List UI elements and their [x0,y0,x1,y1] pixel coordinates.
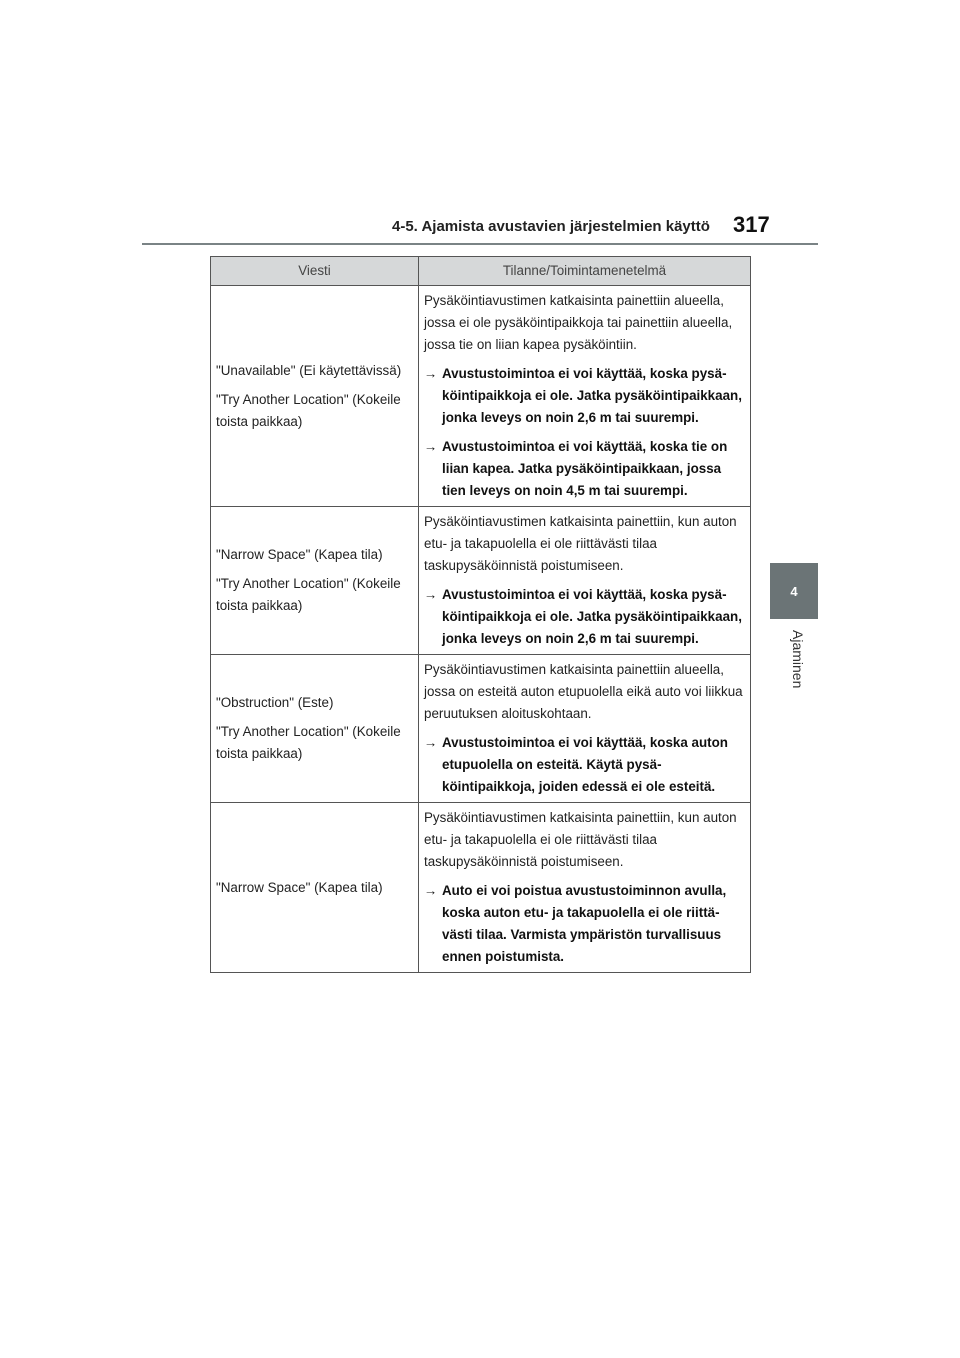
message-text: "Narrow Space" (Kapea tila) [216,879,383,895]
situation-text: Pysäköintiavustimen katkaisinta painettiin alueella, jossa on esteitä auton etupuolella eikä auto voi liikkua peruutuksen aloituskohtaan. [424,662,743,721]
table-row [211,803,751,973]
message-cell [211,655,419,803]
situation-text: Pysäköintiavustimen katkaisinta painettiin, kun auton etu- ja takapuolella ei ole riittävästi tilaa taskupysäköinnistä poistumiseen. [424,514,737,573]
header-title: 4-5. Ajamista avustavien järjestelmien käyttö [392,218,710,235]
table-row [211,507,751,655]
action-text: Avustustoimintoa ei voi käyttää, koska pysäköintipaikkoja ei ole. Jatka pysäköintipaikkaan, jonka leveys on noin 2,6 m tai suurempi. [442,366,742,425]
action-item [424,732,745,798]
table-row [211,286,751,507]
action-text: Avustustoimintoa ei voi käyttää, koska tie on liian kapea. Jatka pysäköintipaikkaan, jossa tien leveys on noin 4,5 m tai suurempi. [442,439,728,498]
message-cell [211,803,419,973]
action-item [424,584,745,650]
header-rule [142,243,818,245]
action-item [424,436,745,502]
message-table [210,256,751,973]
message-cell [211,286,419,507]
message-text: "Try Another Location" (Kokeile toista paikkaa) [216,391,401,429]
chapter-label: Ajaminen [790,630,806,689]
table-header-row [211,257,751,286]
message-text: "Try Another Location" (Kokeile toista paikkaa) [216,576,401,613]
column-header-message: Viesti [211,257,419,286]
situation-cell [419,655,751,803]
message-cell [211,507,419,655]
chapter-tab: 4 [770,563,818,619]
action-text: Avustustoimintoa ei voi käyttää, koska auton etupuolella on esteitä. Käytä pysäköintipaikkoja, joiden edessä ei ole esteitä. [442,735,728,794]
action-item [424,880,745,968]
action-text: Auto ei voi poistua avustustoiminnon avulla, koska auton etu- ja takapuolella ei ole riittävästi tilaa. Varmista ympäristön turvallisuus ennen poistumista. [442,883,727,964]
situation-text: Pysäköintiavustimen katkaisinta painettiin alueella, jossa ei ole pysäköintipaikkoja tai painettiin alueella, jossa tie on liian kapea pysäköintiin. [424,293,733,352]
arrow-right-icon: → [424,439,438,454]
table-row [211,655,751,803]
arrow-right-icon: → [424,735,438,750]
situation-text: Pysäköintiavustimen katkaisinta painettiin, kun auton etu- ja takapuolella ei ole riittävästi tilaa taskupysäköinnistä poistumiseen. [424,810,737,869]
situation-cell [419,507,751,655]
message-text: "Unavailable" (Ei käytettävissä) [216,362,402,378]
column-header-situation: Tilanne/Toimintamenetelmä [419,257,751,286]
message-text: "Try Another Location" (Kokeile toista paikkaa) [216,724,401,761]
situation-cell [419,286,751,507]
page-number: 317 [733,212,770,237]
message-text: "Obstruction" (Este) [216,695,334,710]
arrow-right-icon: → [424,366,438,381]
situation-cell [419,803,751,973]
action-text: Avustustoimintoa ei voi käyttää, koska pysäköintipaikkoja ei ole. Jatka pysäköintipaikkaan, jonka leveys on noin 2,6 m tai suurempi. [442,587,742,646]
action-item [424,363,745,429]
arrow-right-icon: → [424,587,438,602]
arrow-right-icon: → [424,883,438,898]
message-text: "Narrow Space" (Kapea tila) [216,547,383,562]
